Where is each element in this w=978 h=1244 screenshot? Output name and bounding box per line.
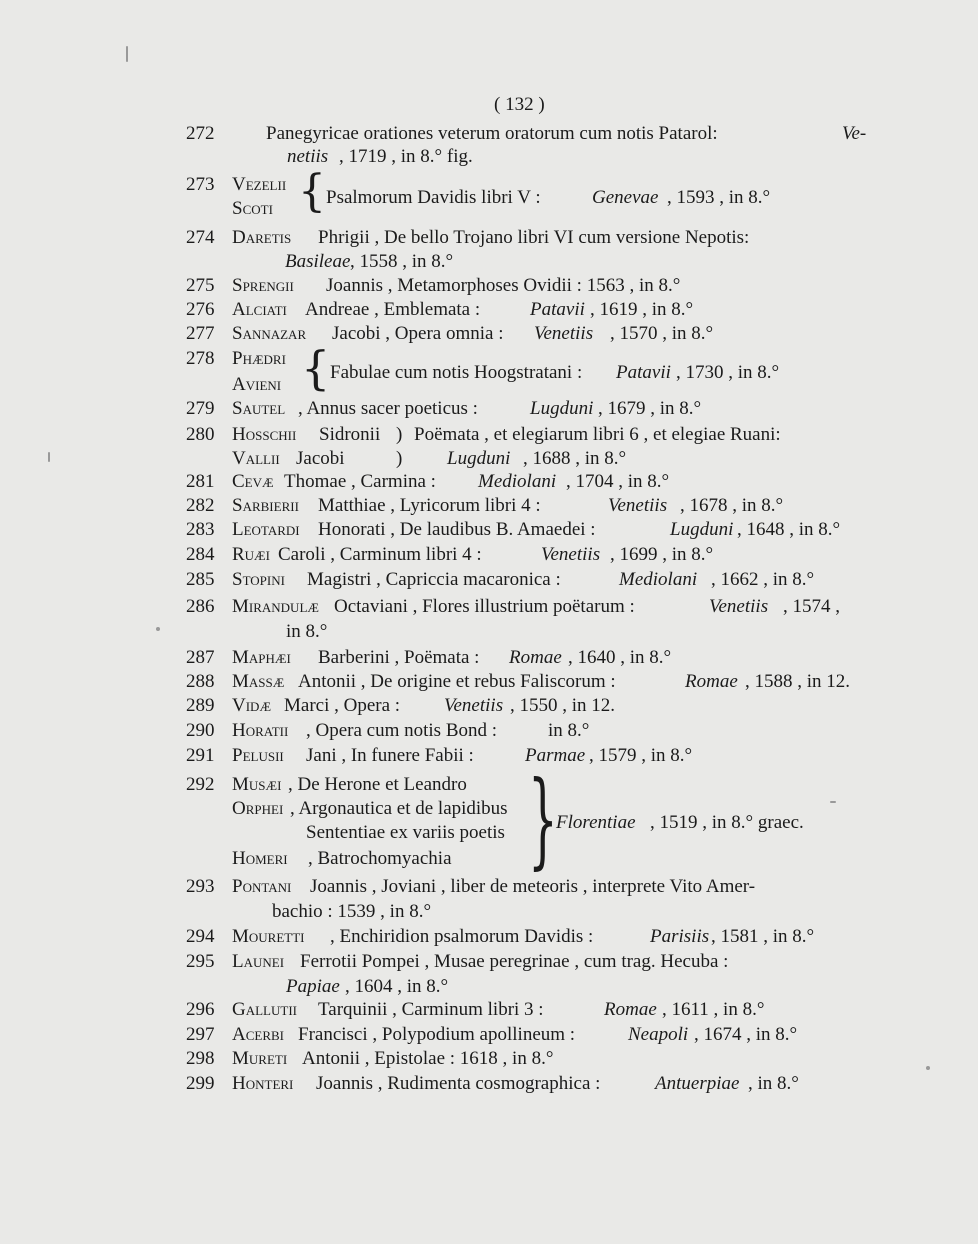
entry-text: , Annus sacer poeticus : — [298, 398, 478, 419]
entry-author: Vallii — [232, 448, 280, 469]
brace-icon: { — [298, 166, 326, 217]
entry-place: Venetiis — [608, 495, 668, 516]
entry-place: Venetiis — [534, 323, 594, 344]
entry-text: Panegyricae orationes veterum oratorum cum notis Patarol: — [266, 123, 718, 144]
entry-imprint: , 1699 , in 8.° — [610, 544, 714, 565]
entry-author: Orphei — [232, 798, 284, 819]
list-item — [0, 1023, 978, 1047]
entry-imprint: , 1704 , in 8.° — [566, 471, 670, 492]
entry-text: Magistri , Capriccia macaronica : — [307, 569, 561, 590]
scan-speck — [156, 627, 160, 631]
entry-number: 298 — [186, 1048, 215, 1069]
scan-speck — [126, 46, 128, 62]
entry-place: Papiae — [286, 976, 340, 997]
entry-text: Caroli , Carminum libri 4 : — [278, 544, 482, 565]
list-item — [0, 543, 978, 567]
brace-icon: { — [301, 341, 331, 395]
entry-place: Venetiis — [709, 596, 769, 617]
entry-place: Basileae — [285, 251, 351, 272]
entry-author: Scoti — [232, 198, 273, 219]
entry-imprint: in 8.° — [286, 621, 328, 642]
list-item — [0, 949, 978, 997]
entry-imprint: , 1619 , in 8.° — [590, 299, 694, 320]
entry-number: 295 — [186, 951, 215, 972]
list-item — [0, 670, 978, 694]
entry-number: 275 — [186, 275, 215, 296]
list-item — [0, 518, 978, 542]
entry-place: Lugduni — [530, 398, 594, 419]
entry-author-name: Sidronii — [319, 424, 381, 445]
entry-text: Matthiae , Lyricorum libri 4 : — [318, 495, 541, 516]
entry-number: 287 — [186, 647, 215, 668]
entry-text: Joannis , Joviani , liber de meteoris , interprete Vito Amer- — [310, 876, 756, 897]
entry-text: Honorati , De laudibus B. Amaedei : — [318, 519, 596, 540]
list-item — [0, 422, 978, 472]
entry-text: Octaviani , Flores illustrium poëtarum : — [334, 596, 635, 617]
list-item — [0, 298, 978, 322]
list-item — [0, 874, 978, 924]
entry-number: 293 — [186, 876, 215, 897]
entry-author: Maphæi — [232, 647, 291, 668]
list-item — [0, 274, 978, 298]
entry-author: Vidæ — [232, 695, 271, 716]
entry-place: Venetiis — [541, 544, 601, 565]
entry-number: 288 — [186, 671, 215, 692]
entry-text: , Enchiridion psalmorum Davidis : — [330, 926, 594, 947]
entry-number: 285 — [186, 569, 215, 590]
entry-text: Antonii , De origine et rebus Faliscorum : — [298, 671, 616, 692]
entry-author: Avieni — [232, 374, 282, 395]
entry-imprint: , 1662 , in 8.° — [711, 569, 815, 590]
entry-text: Joannis , Metamorphoses Ovidii : 1563 , in 8.° — [326, 275, 681, 296]
entry-number: 276 — [186, 299, 215, 320]
entry-imprint: , 1550 , in 12. — [510, 695, 616, 716]
entry-place: Romae — [509, 647, 562, 668]
entry-author: Mirandulæ — [232, 596, 319, 617]
entry-author: Hosschii — [232, 424, 297, 445]
list-item — [0, 1047, 978, 1071]
entry-imprint: , 1570 , in 8.° — [610, 323, 714, 344]
entry-text: Jani , In funere Fabii : — [306, 745, 474, 766]
entry-text: Ferrotii Pompei , Musae peregrinae , cum trag. Hecuba : — [300, 951, 729, 972]
entry-author: Pontani — [232, 876, 292, 897]
entry-imprint: , 1611 , in 8.° — [662, 999, 765, 1020]
entry-author: Mureti — [232, 1048, 288, 1069]
entry-number: 283 — [186, 519, 215, 540]
entry-number: 296 — [186, 999, 215, 1020]
entry-text: Tarquinii , Carminum libri 3 : — [318, 999, 544, 1020]
list-item — [0, 646, 978, 670]
entry-author: Cevæ — [232, 471, 274, 492]
entry-place: Patavii — [530, 299, 585, 320]
entry-number: 290 — [186, 720, 215, 741]
entry-author: Alciati — [232, 299, 287, 320]
list-item — [0, 494, 978, 518]
entry-number: 272 — [186, 123, 215, 144]
entry-imprint: , 1588 , in 12. — [745, 671, 851, 692]
entry-author: Pelusii — [232, 745, 284, 766]
entry-number: 273 — [186, 174, 215, 195]
entry-imprint: , 1574 , — [783, 596, 840, 617]
entry-number: 294 — [186, 926, 215, 947]
list-item — [0, 341, 978, 399]
entry-imprint: , 1730 , in 8.° — [676, 362, 780, 383]
entry-number: 284 — [186, 544, 215, 565]
entry-number: 278 — [186, 348, 215, 369]
entry-imprint: bachio : 1539 , in 8.° — [272, 901, 432, 922]
entry-place: Venetiis — [444, 695, 504, 716]
entry-number: 277 — [186, 323, 215, 344]
entry-author: Ruæi — [232, 544, 270, 565]
entry-text: Joannis , Rudimenta cosmographica : — [316, 1073, 601, 1094]
entry-number: 292 — [186, 774, 215, 795]
list-item — [0, 397, 978, 421]
entry-author: Horatii — [232, 720, 289, 741]
entry-number: 291 — [186, 745, 215, 766]
entry-author: Massæ — [232, 671, 285, 692]
entry-text: Jacobi , Opera omnia : — [332, 323, 504, 344]
entry-number: 286 — [186, 596, 215, 617]
entry-place: netiis — [287, 146, 329, 167]
list-item — [0, 694, 978, 718]
entry-number: 299 — [186, 1073, 215, 1094]
bracket-glyph: ) — [396, 448, 403, 469]
entry-imprint: , in 8.° — [748, 1073, 799, 1094]
entry-place: Florentiae — [556, 812, 636, 833]
entry-place: Antuerpiae — [655, 1073, 740, 1094]
entry-imprint: , 1679 , in 8.° — [598, 398, 702, 419]
entry-author: Phædri — [232, 348, 286, 369]
entry-author: Daretis — [232, 227, 292, 248]
list-item — [0, 719, 978, 743]
list-item — [0, 925, 978, 949]
entry-text: , Opera cum notis Bond : — [306, 720, 498, 741]
entry-text: Psalmorum Davidis libri V : — [326, 187, 541, 208]
entry-author: Acerbi — [232, 1024, 285, 1045]
entry-text: Fabulae cum notis Hoogstratani : — [330, 362, 583, 383]
entry-author: Sannazar — [232, 323, 307, 344]
entry-imprint: , 1674 , in 8.° — [694, 1024, 798, 1045]
entry-author: Homeri — [232, 848, 288, 869]
entry-imprint: , 1719 , in 8.° fig. — [339, 146, 473, 167]
entry-imprint: , 1579 , in 8.° — [589, 745, 693, 766]
entry-text: , De Herone et Leandro — [288, 774, 467, 795]
bracket-glyph: ) — [396, 424, 403, 445]
entry-author: Sprengii — [232, 275, 294, 296]
entry-number: 280 — [186, 424, 215, 445]
entry-author: Gallutii — [232, 999, 297, 1020]
entry-text: Antonii , Epistolae : 1618 , in 8.° — [302, 1048, 554, 1069]
entry-text: Sententiae ex variis poetis — [306, 822, 505, 843]
entry-place: Mediolani — [478, 471, 557, 492]
entry-place: Lugduni — [670, 519, 734, 540]
entry-number: 281 — [186, 471, 215, 492]
entry-text: Phrigii , De bello Trojano libri VI cum versione Nepotis: — [318, 227, 750, 248]
entry-place: Mediolani — [619, 569, 698, 590]
list-item — [0, 1072, 978, 1096]
entry-imprint: , 1558 , in 8.° — [350, 251, 454, 272]
entry-author: Mouretti — [232, 926, 305, 947]
entry-text: , Argonautica et de lapidibus — [290, 798, 508, 819]
entry-place: Patavii — [616, 362, 671, 383]
entry-author: Honteri — [232, 1073, 294, 1094]
entry-text-italic: Ve- — [842, 123, 867, 144]
entry-place: Romae — [685, 671, 738, 692]
list-item — [0, 470, 978, 494]
entry-author: Leotardi — [232, 519, 300, 540]
entry-text: Barberini , Poëmata : — [318, 647, 480, 668]
entry-place: Parisiis — [650, 926, 710, 947]
entry-imprint: , 1581 , in 8.° — [711, 926, 815, 947]
entry-number: 289 — [186, 695, 215, 716]
entry-author-name: Jacobi — [296, 448, 345, 469]
entry-number: 297 — [186, 1024, 215, 1045]
entry-place: Neapoli — [628, 1024, 689, 1045]
entry-place: Romae — [604, 999, 657, 1020]
entry-text: , Batrochomyachia — [308, 848, 452, 869]
page-number: ( 132 ) — [494, 94, 545, 115]
list-item — [0, 758, 978, 880]
entry-place: Lugduni — [447, 448, 511, 469]
brace-icon: } — [528, 758, 558, 880]
list-item — [0, 998, 978, 1022]
entry-imprint: , 1640 , in 8.° — [568, 647, 672, 668]
list-item — [0, 121, 978, 169]
entry-text: Francisci , Polypodium apollineum : — [298, 1024, 576, 1045]
entry-imprint: , 1648 , in 8.° — [737, 519, 841, 540]
list-item — [0, 744, 978, 768]
list-item — [0, 225, 978, 273]
entry-text: Thomae , Carmina : — [284, 471, 436, 492]
entry-imprint: , 1688 , in 8.° — [523, 448, 627, 469]
entry-imprint: , 1593 , in 8.° — [667, 187, 771, 208]
entry-number: 282 — [186, 495, 215, 516]
list-item — [0, 568, 978, 592]
scan-speck — [926, 1066, 930, 1070]
entry-author: Musæi — [232, 774, 282, 795]
scan-speck — [48, 452, 50, 462]
scan-speck — [830, 801, 836, 803]
entry-author: Sautel — [232, 398, 286, 419]
entry-imprint: in 8.° — [548, 720, 590, 741]
list-item — [0, 322, 978, 346]
entry-imprint: , 1604 , in 8.° — [345, 976, 449, 997]
entry-imprint: , 1678 , in 8.° — [680, 495, 784, 516]
list-item — [0, 166, 978, 222]
entry-text: Andreae , Emblemata : — [305, 299, 481, 320]
entry-number: 279 — [186, 398, 215, 419]
entry-place: Parmae — [525, 745, 586, 766]
entry-author: Launei — [232, 951, 285, 972]
entry-text: Marci , Opera : — [284, 695, 401, 716]
entry-text: Poëmata , et elegiarum libri 6 , et elegiae Ruani: — [414, 424, 781, 445]
entry-author: Vezelii — [232, 174, 287, 195]
list-item — [0, 594, 978, 642]
entry-place: Genevae — [592, 187, 659, 208]
entry-author: Sarbierii — [232, 495, 299, 516]
entry-author: Stopini — [232, 569, 285, 590]
entry-number: 274 — [186, 227, 215, 248]
entry-imprint: , 1519 , in 8.° graec. — [650, 812, 804, 833]
